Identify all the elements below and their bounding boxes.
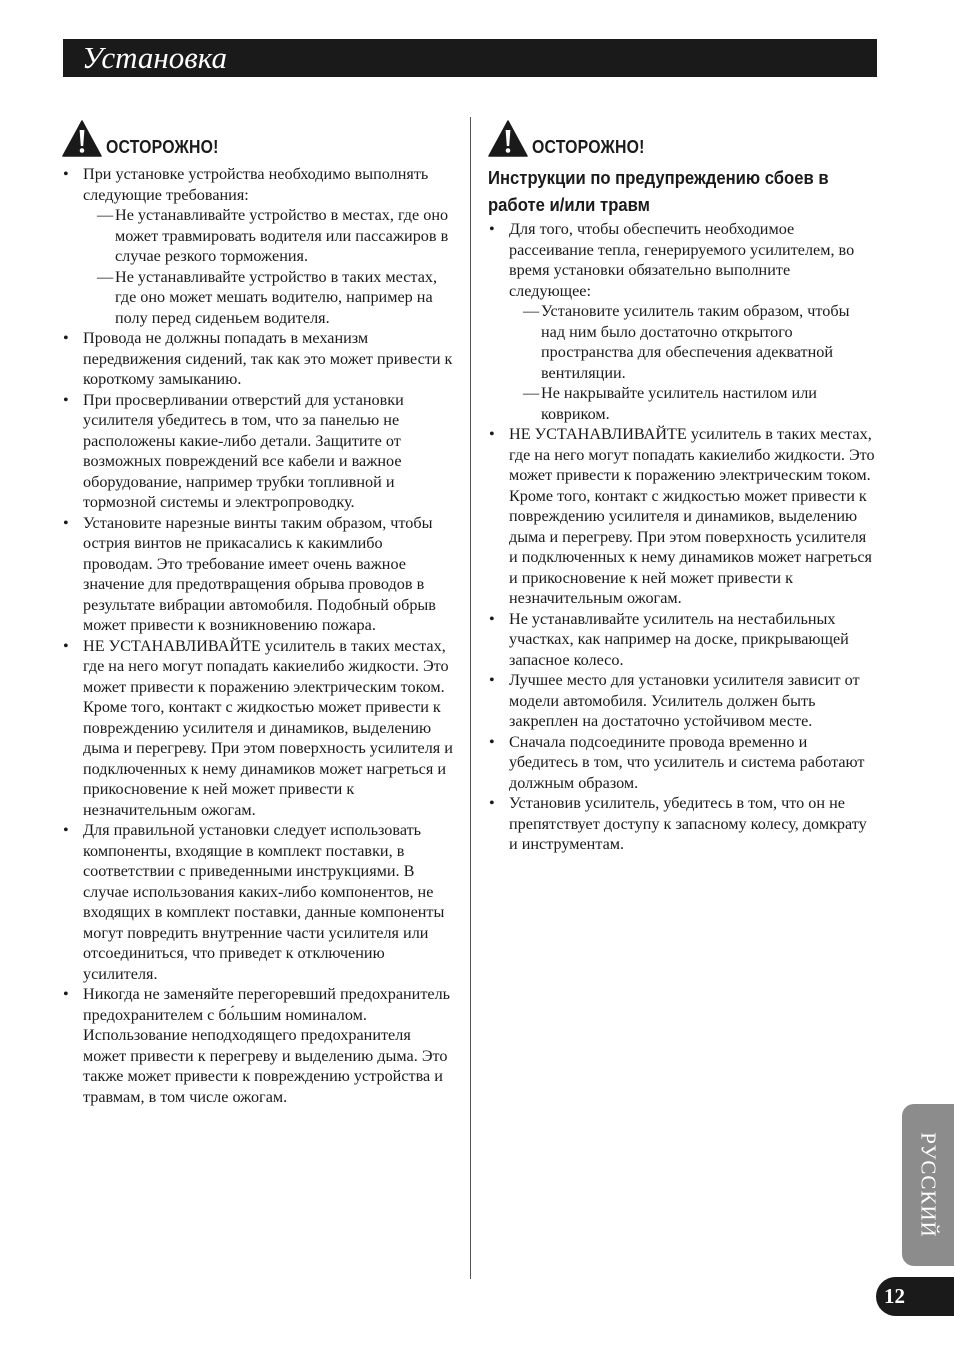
list-item-text: Для правильной установки следует использовать компоненты, входящие в комплект поставки, в соответствии с приведенными инструкциями. В случае использования каких-либо компонентов, не входящих в комплект поставки, данные компоненты могут повредить внутренние части усилителя или отсоединиться, что приведет к отключению усилителя. bbox=[83, 821, 445, 983]
list-item-text: Никогда не заменяйте перегоревший предохранитель предохранителем с бо́льшим номиналом. Использование неподходящего предохранителя может привести к перегреву и выделению дыма. Это также может привести к повреждению устройства и травмам, в том числе ожогам. bbox=[83, 985, 451, 1106]
list-item bbox=[488, 424, 876, 609]
section-title: Установка bbox=[82, 40, 227, 75]
right-subheading: Инструкции по предупреждению сбоев в работе и/или травм bbox=[488, 167, 829, 215]
list-item bbox=[62, 984, 454, 1107]
left-column bbox=[62, 118, 454, 1107]
list-item-text: Установите нарезные винты таким образом, чтобы острия винтов не прикасались к какимлибо проводам. Это требование имеет очень важное значение для предотвращения обрыва проводов в результате вибрации автомобиля. Подобный обрыв может привести к возникновению пожара. bbox=[83, 513, 436, 634]
section-header-bar bbox=[63, 39, 877, 77]
list-item-text: Провода не должны попадать в механизм передвижения сидений, так как это может привести к короткому замыканию. bbox=[83, 329, 453, 388]
list-item bbox=[488, 670, 876, 732]
right-warning-heading bbox=[488, 118, 876, 158]
warning-label: ОСТОРОЖНО! bbox=[532, 137, 645, 157]
right-caution-list bbox=[488, 219, 876, 855]
sub-list-item: — Не накрывайте усилитель настилом или ковриком. bbox=[509, 383, 876, 424]
warning-triangle-icon bbox=[62, 120, 102, 158]
list-item bbox=[62, 328, 454, 390]
left-warning-heading bbox=[62, 118, 454, 158]
list-item bbox=[62, 164, 454, 328]
page-number-badge bbox=[876, 1277, 954, 1316]
list-item-text: При установке устройства необходимо выполнять следующие требования: bbox=[83, 165, 429, 204]
list-item bbox=[488, 609, 876, 671]
list-item-text: Сначала подсоедините провода временно и убедитесь в том, что усилитель и система работают должным образом. bbox=[509, 732, 865, 792]
list-item-text: Установив усилитель, убедитесь в том, что он не препятствует доступу к запасному колесу, домкрату и инструментам. bbox=[509, 794, 867, 853]
list-item-text: Для того, чтобы обеспечить необходимое рассеивание тепла, генерируемого усилителем, во время установки обязательно выполните следующее: bbox=[509, 220, 855, 300]
column-divider bbox=[470, 117, 471, 1279]
right-column bbox=[488, 118, 876, 855]
list-item-text: Лучшее место для установки усилителя зависит от модели автомобиля. Усилитель должен быть закреплен на достаточно устойчивом месте. bbox=[509, 671, 860, 730]
left-caution-list bbox=[62, 164, 454, 1107]
warning-label: ОСТОРОЖНО! bbox=[106, 137, 219, 157]
list-item bbox=[488, 732, 876, 794]
list-item bbox=[62, 513, 454, 636]
sub-list-item: — Не устанавливайте устройство в местах, где оно может травмировать водителя или пассажиров в случае резкого торможения. bbox=[83, 205, 454, 267]
sub-list bbox=[83, 205, 454, 328]
list-item bbox=[488, 219, 876, 424]
sub-list-item: — Не устанавливайте устройство в таких местах, где оно может мешать водителю, например на полу перед сиденьем водителя. bbox=[83, 267, 454, 329]
page-number: 12 bbox=[884, 1284, 905, 1308]
sub-list bbox=[509, 301, 876, 424]
list-item bbox=[488, 793, 876, 855]
list-item-text: НЕ УСТАНАВЛИВАЙТЕ усилитель в таких местах, где на него могут попадать какиелибо жидкости. Это может привести к поражению электрическим током. Кроме того, контакт с жидкостью может привести к повреждению усилителя и динамиков, выделению дыма и перегреву. При этом поверхность усилителя и подключенных к нему динамиков может нагреться и прикосновение к ней может привести к незначительным ожогам. bbox=[83, 636, 453, 819]
list-item-text: НЕ УСТАНАВЛИВАЙТЕ усилитель в таких местах, где на него могут попадать какиелибо жидкости. Это может привести к поражению электрическим током. Кроме того, контакт с жидкостью может привести к повреждению усилителя и динамиков, выделению дыма и перегреву. При этом поверхность усилителя и подключенных к нему динамиков может нагреться и прикосновение к ней может привести к незначительным ожогам. bbox=[509, 425, 875, 607]
list-item-text: Не устанавливайте усилитель на нестабильных участках, как например на доске, прикрывающей запасное колесо. bbox=[509, 609, 849, 669]
list-item bbox=[62, 820, 454, 984]
list-item bbox=[62, 636, 454, 821]
sub-list-item: — Установите усилитель таким образом, чтобы над ним было достаточно открытого пространства для обеспечения адекватной вентиляции. bbox=[509, 301, 876, 383]
language-tab bbox=[902, 1104, 954, 1266]
warning-triangle-icon bbox=[488, 120, 528, 158]
list-item-text: При просверливании отверстий для установки усилителя убедитесь в том, что за панелью не расположены какие-либо детали. Защитите от возможных повреждений все кабели и важное оборудование, например трубки топливной и тормозной системы и электропроводку. bbox=[83, 390, 404, 511]
list-item bbox=[62, 390, 454, 513]
language-label: РУССКИЙ bbox=[916, 1132, 941, 1238]
